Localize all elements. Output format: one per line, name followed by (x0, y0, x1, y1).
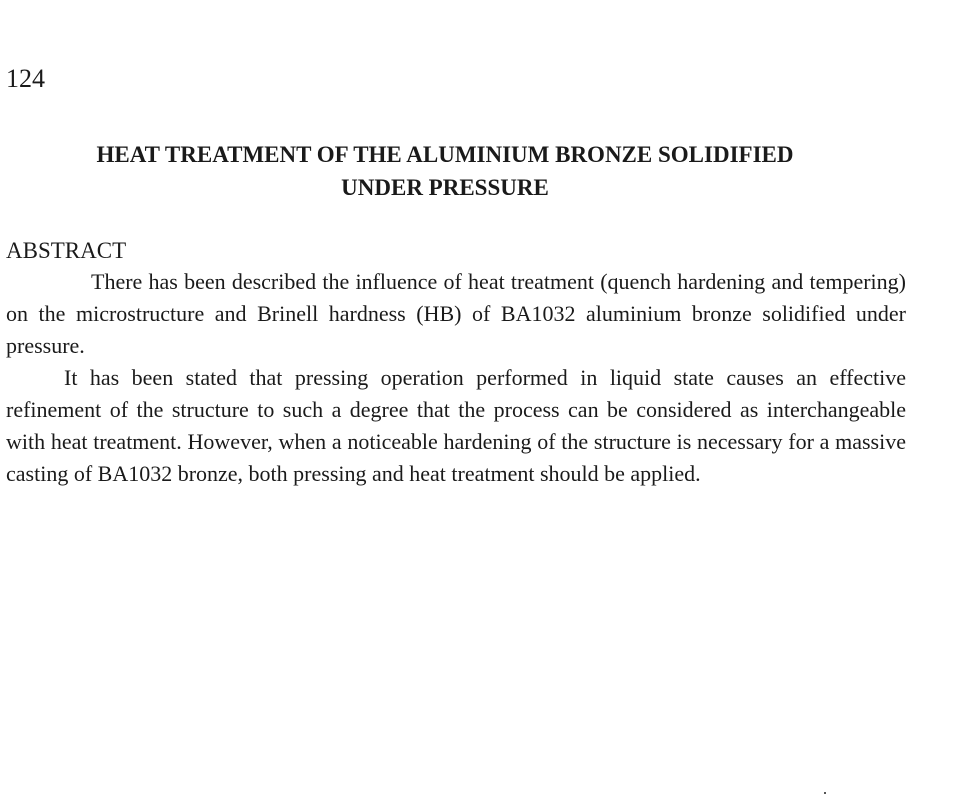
abstract-paragraph-2: It has been stated that pressing operation performed in liquid state causes an effective refinement of the structure to such a degree that the process can be considered as interchangeable with heat treatment. However, when a noticeable hardening of the structure is necessary for a massive casting of BA1032 bronze, both pressing and heat treatment should be applied. (6, 365, 906, 486)
paper-title (40, 138, 850, 204)
page-number: 124 (6, 64, 45, 93)
scan-mark (824, 792, 826, 794)
title-line-1: HEAT TREATMENT OF THE ALUMINIUM BRONZE SOLIDIFIED (96, 142, 794, 167)
abstract-heading: ABSTRACT (6, 238, 127, 263)
abstract-body (6, 266, 906, 490)
abstract-paragraph-1: There has been described the influence of heat treatment (quench hardening and tempering) on the microstructure and Brinell hardness (HB) of BA1032 aluminium bronze solidified under pressure. (6, 269, 906, 358)
title-line-2: UNDER PRESSURE (341, 175, 549, 200)
